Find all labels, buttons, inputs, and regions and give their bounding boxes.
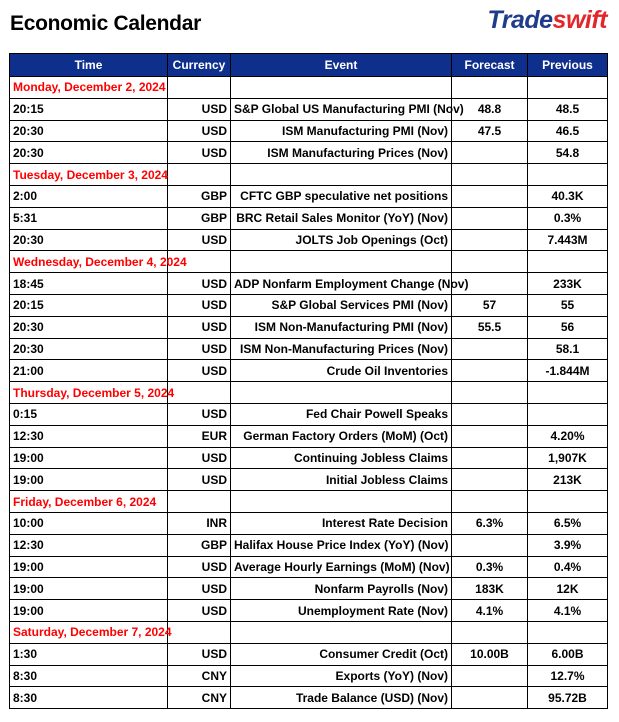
empty-cell xyxy=(231,164,452,186)
forecast-cell xyxy=(452,338,528,360)
time-cell: 18:45 xyxy=(10,273,168,295)
table-row xyxy=(10,512,608,534)
currency-cell: GBP xyxy=(168,185,231,207)
empty-cell xyxy=(528,491,608,513)
empty-cell xyxy=(452,77,528,99)
empty-cell xyxy=(452,382,528,404)
currency-cell: USD xyxy=(168,229,231,251)
time-cell: 20:30 xyxy=(10,120,168,142)
empty-cell xyxy=(452,621,528,643)
event-cell: Interest Rate Decision xyxy=(231,512,452,534)
column-header-forecast: Forecast xyxy=(452,54,528,77)
table-row xyxy=(10,207,608,229)
table-row xyxy=(10,142,608,164)
empty-cell xyxy=(231,491,452,513)
currency-cell: USD xyxy=(168,98,231,120)
forecast-cell: 6.3% xyxy=(452,512,528,534)
time-cell: 8:30 xyxy=(10,665,168,687)
forecast-cell xyxy=(452,469,528,491)
time-cell: 19:00 xyxy=(10,600,168,622)
forecast-cell: 48.8 xyxy=(452,98,528,120)
time-cell: 5:31 xyxy=(10,207,168,229)
table-row xyxy=(10,120,608,142)
event-cell: Crude Oil Inventories xyxy=(231,360,452,382)
event-cell: Continuing Jobless Claims xyxy=(231,447,452,469)
empty-cell xyxy=(231,621,452,643)
day-label: Wednesday, December 4, 2024 xyxy=(10,251,168,273)
empty-cell xyxy=(231,251,452,273)
day-label: Friday, December 6, 2024 xyxy=(10,491,168,513)
previous-cell: 40.3K xyxy=(528,185,608,207)
empty-cell xyxy=(452,164,528,186)
previous-cell: 56 xyxy=(528,316,608,338)
table-row xyxy=(10,469,608,491)
column-header-currency: Currency xyxy=(168,54,231,77)
currency-cell: GBP xyxy=(168,534,231,556)
event-cell: Halifax House Price Index (YoY) (Nov) xyxy=(231,534,452,556)
calendar-body xyxy=(10,77,608,709)
previous-cell: 48.5 xyxy=(528,98,608,120)
event-cell: Trade Balance (USD) (Nov) xyxy=(231,687,452,709)
table-row xyxy=(10,447,608,469)
event-cell: ISM Manufacturing PMI (Nov) xyxy=(231,120,452,142)
event-cell: German Factory Orders (MoM) (Oct) xyxy=(231,425,452,447)
forecast-cell xyxy=(452,207,528,229)
day-header-row xyxy=(10,77,608,99)
event-cell: S&P Global Services PMI (Nov) xyxy=(231,294,452,316)
empty-cell xyxy=(168,491,231,513)
previous-cell: 7.443M xyxy=(528,229,608,251)
currency-cell: USD xyxy=(168,600,231,622)
previous-cell: 12K xyxy=(528,578,608,600)
day-label: Tuesday, December 3, 2024 xyxy=(10,164,168,186)
table-row xyxy=(10,338,608,360)
table-row xyxy=(10,665,608,687)
time-cell: 20:15 xyxy=(10,98,168,120)
column-header-time: Time xyxy=(10,54,168,77)
time-cell: 8:30 xyxy=(10,687,168,709)
economic-calendar-table xyxy=(9,53,608,709)
empty-cell xyxy=(528,382,608,404)
time-cell: 19:00 xyxy=(10,469,168,491)
previous-cell: 4.20% xyxy=(528,425,608,447)
previous-cell: 233K xyxy=(528,273,608,295)
column-header-event: Event xyxy=(231,54,452,77)
previous-cell: 3.9% xyxy=(528,534,608,556)
currency-cell: USD xyxy=(168,578,231,600)
previous-cell: -1.844M xyxy=(528,360,608,382)
column-header-previous: Previous xyxy=(528,54,608,77)
event-cell: CFTC GBP speculative net positions xyxy=(231,185,452,207)
previous-cell: 6.5% xyxy=(528,512,608,534)
previous-cell: 46.5 xyxy=(528,120,608,142)
previous-cell: 1,907K xyxy=(528,447,608,469)
table-row xyxy=(10,316,608,338)
day-header-row xyxy=(10,382,608,404)
empty-cell xyxy=(168,164,231,186)
previous-cell: 55 xyxy=(528,294,608,316)
event-cell: Consumer Credit (Oct) xyxy=(231,643,452,665)
forecast-cell: 10.00B xyxy=(452,643,528,665)
table-row xyxy=(10,687,608,709)
currency-cell: CNY xyxy=(168,665,231,687)
event-cell: Nonfarm Payrolls (Nov) xyxy=(231,578,452,600)
time-cell: 12:30 xyxy=(10,534,168,556)
table-row xyxy=(10,403,608,425)
currency-cell: USD xyxy=(168,120,231,142)
currency-cell: USD xyxy=(168,316,231,338)
forecast-cell xyxy=(452,447,528,469)
currency-cell: USD xyxy=(168,360,231,382)
forecast-cell: 55.5 xyxy=(452,316,528,338)
forecast-cell xyxy=(452,142,528,164)
time-cell: 1:30 xyxy=(10,643,168,665)
currency-cell: USD xyxy=(168,556,231,578)
event-cell: Initial Jobless Claims xyxy=(231,469,452,491)
day-header-row xyxy=(10,491,608,513)
forecast-cell: 0.3% xyxy=(452,556,528,578)
event-cell: Unemployment Rate (Nov) xyxy=(231,600,452,622)
table-row xyxy=(10,643,608,665)
time-cell: 20:30 xyxy=(10,229,168,251)
time-cell: 19:00 xyxy=(10,556,168,578)
forecast-cell: 4.1% xyxy=(452,600,528,622)
forecast-cell xyxy=(452,403,528,425)
previous-cell: 95.72B xyxy=(528,687,608,709)
table-row xyxy=(10,600,608,622)
event-cell: Average Hourly Earnings (MoM) (Nov) xyxy=(231,556,452,578)
time-cell: 20:30 xyxy=(10,316,168,338)
forecast-cell xyxy=(452,687,528,709)
empty-cell xyxy=(168,382,231,404)
brand-logo xyxy=(487,6,607,35)
forecast-cell xyxy=(452,425,528,447)
event-cell: BRC Retail Sales Monitor (YoY) (Nov) xyxy=(231,207,452,229)
empty-cell xyxy=(231,77,452,99)
previous-cell: 0.4% xyxy=(528,556,608,578)
time-cell: 20:15 xyxy=(10,294,168,316)
forecast-cell xyxy=(452,360,528,382)
table-row xyxy=(10,534,608,556)
previous-cell: 0.3% xyxy=(528,207,608,229)
forecast-cell xyxy=(452,185,528,207)
brand-logo-part-1: Trade xyxy=(487,6,553,34)
currency-cell: USD xyxy=(168,273,231,295)
currency-cell: CNY xyxy=(168,687,231,709)
table-row xyxy=(10,360,608,382)
forecast-cell: 47.5 xyxy=(452,120,528,142)
day-header-row xyxy=(10,251,608,273)
event-cell: ISM Non-Manufacturing Prices (Nov) xyxy=(231,338,452,360)
event-cell: ISM Manufacturing Prices (Nov) xyxy=(231,142,452,164)
empty-cell xyxy=(528,251,608,273)
time-cell: 10:00 xyxy=(10,512,168,534)
time-cell: 12:30 xyxy=(10,425,168,447)
empty-cell xyxy=(231,382,452,404)
time-cell: 20:30 xyxy=(10,338,168,360)
day-label: Thursday, December 5, 2024 xyxy=(10,382,168,404)
table-row xyxy=(10,578,608,600)
event-cell: S&P Global US Manufacturing PMI (Nov) xyxy=(231,98,452,120)
empty-cell xyxy=(528,164,608,186)
currency-cell: USD xyxy=(168,338,231,360)
page-title: Economic Calendar xyxy=(10,12,201,35)
currency-cell: USD xyxy=(168,447,231,469)
time-cell: 19:00 xyxy=(10,447,168,469)
forecast-cell: 57 xyxy=(452,294,528,316)
table-row xyxy=(10,185,608,207)
empty-cell xyxy=(452,491,528,513)
time-cell: 0:15 xyxy=(10,403,168,425)
forecast-cell xyxy=(452,534,528,556)
event-cell: JOLTS Job Openings (Oct) xyxy=(231,229,452,251)
forecast-cell xyxy=(452,229,528,251)
currency-cell: INR xyxy=(168,512,231,534)
currency-cell: USD xyxy=(168,142,231,164)
previous-cell: 6.00B xyxy=(528,643,608,665)
event-cell: Fed Chair Powell Speaks xyxy=(231,403,452,425)
currency-cell: USD xyxy=(168,643,231,665)
table-row xyxy=(10,98,608,120)
day-label: Saturday, December 7, 2024 xyxy=(10,621,168,643)
currency-cell: USD xyxy=(168,403,231,425)
table-header-row xyxy=(10,54,608,77)
event-cell: ADP Nonfarm Employment Change (Nov) xyxy=(231,273,452,295)
currency-cell: USD xyxy=(168,294,231,316)
time-cell: 19:00 xyxy=(10,578,168,600)
previous-cell: 4.1% xyxy=(528,600,608,622)
forecast-cell xyxy=(452,665,528,687)
time-cell: 2:00 xyxy=(10,185,168,207)
table-row xyxy=(10,273,608,295)
event-cell: ISM Non-Manufacturing PMI (Nov) xyxy=(231,316,452,338)
empty-cell xyxy=(452,251,528,273)
empty-cell xyxy=(528,77,608,99)
table-row xyxy=(10,556,608,578)
currency-cell: EUR xyxy=(168,425,231,447)
previous-cell: 213K xyxy=(528,469,608,491)
forecast-cell: 183K xyxy=(452,578,528,600)
previous-cell: 54.8 xyxy=(528,142,608,164)
table-row xyxy=(10,294,608,316)
previous-cell: 12.7% xyxy=(528,665,608,687)
day-header-row xyxy=(10,621,608,643)
day-label: Monday, December 2, 2024 xyxy=(10,77,168,99)
day-header-row xyxy=(10,164,608,186)
event-cell: Exports (YoY) (Nov) xyxy=(231,665,452,687)
currency-cell: USD xyxy=(168,469,231,491)
table-row xyxy=(10,425,608,447)
previous-cell xyxy=(528,403,608,425)
brand-logo-part-2: swift xyxy=(552,6,607,34)
empty-cell xyxy=(528,621,608,643)
previous-cell: 58.1 xyxy=(528,338,608,360)
table-row xyxy=(10,229,608,251)
currency-cell: GBP xyxy=(168,207,231,229)
empty-cell xyxy=(168,77,231,99)
time-cell: 20:30 xyxy=(10,142,168,164)
time-cell: 21:00 xyxy=(10,360,168,382)
empty-cell xyxy=(168,621,231,643)
